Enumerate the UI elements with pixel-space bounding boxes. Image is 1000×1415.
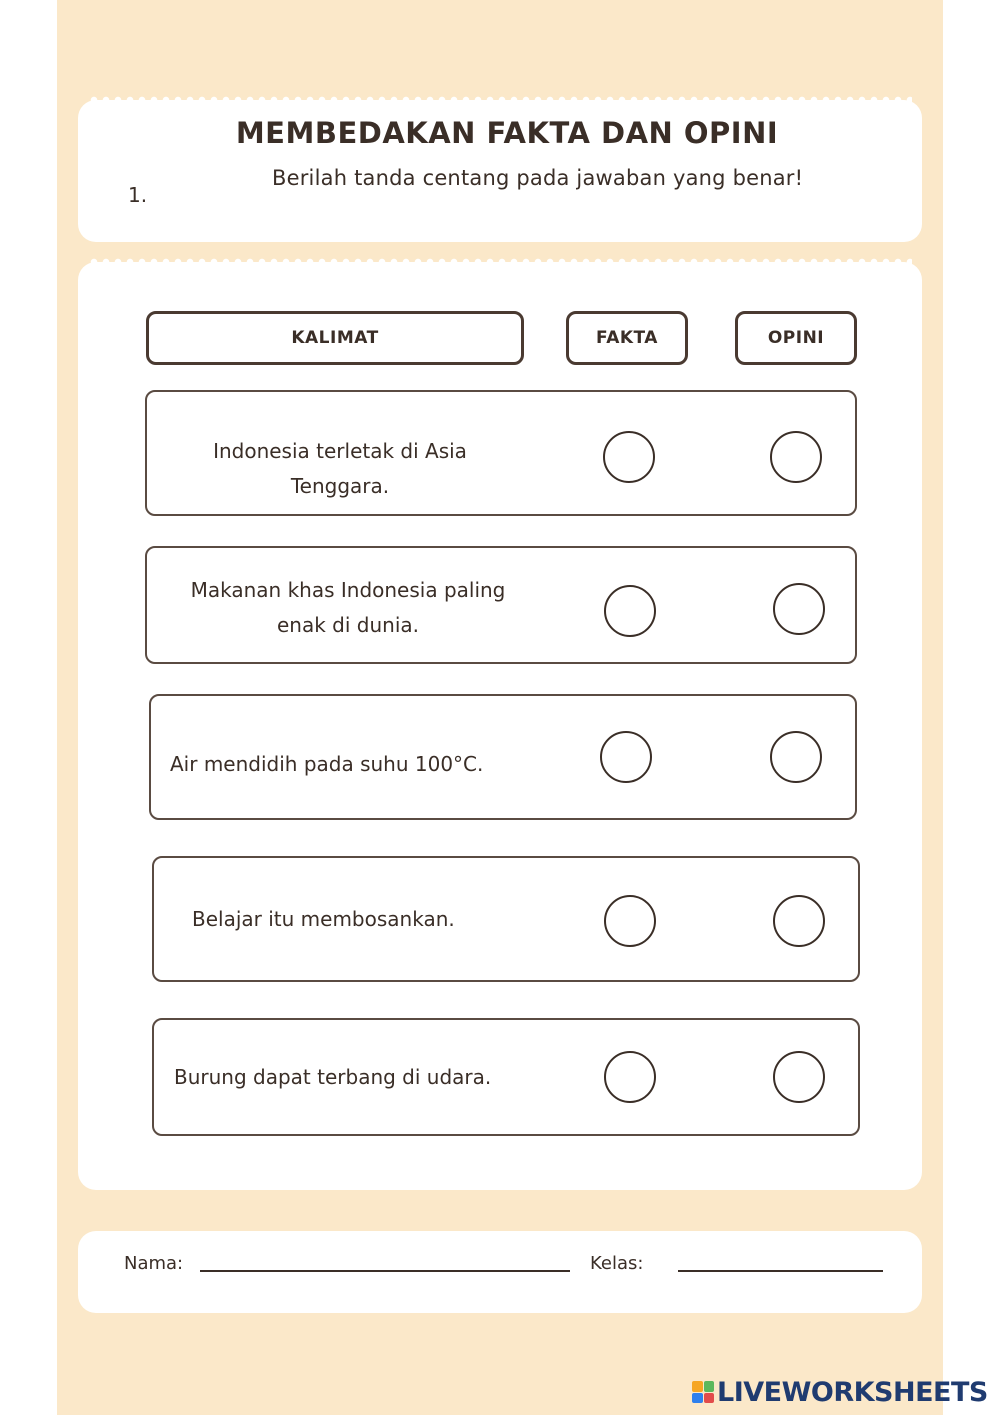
footer-card — [78, 1231, 922, 1313]
opinion-radio[interactable] — [773, 583, 825, 635]
worksheet-title: MEMBEDAKAN FAKTA DAN OPINI — [235, 116, 779, 150]
fact-radio[interactable] — [604, 895, 656, 947]
fact-radio[interactable] — [604, 585, 656, 637]
name-input-line[interactable] — [200, 1270, 570, 1272]
instruction-text: Berilah tanda centang pada jawaban yang benar! — [272, 166, 804, 190]
liveworksheets-logo-icon — [692, 1381, 714, 1403]
class-input-line[interactable] — [678, 1270, 883, 1272]
question-number: 1. — [128, 183, 148, 207]
fact-radio[interactable] — [603, 431, 655, 483]
header-fact: FAKTA — [566, 311, 688, 365]
statement-text: Belajar itu membosankan. — [192, 907, 455, 931]
fact-radio[interactable] — [604, 1051, 656, 1103]
name-label: Nama: — [124, 1253, 184, 1274]
fact-radio[interactable] — [600, 731, 652, 783]
opinion-radio[interactable] — [773, 1051, 825, 1103]
opinion-radio[interactable] — [770, 731, 822, 783]
header-sentence: KALIMAT — [146, 311, 524, 365]
liveworksheets-logo[interactable] — [692, 1377, 988, 1407]
header-opinion: OPINI — [735, 311, 857, 365]
statement-line: enak di dunia. — [276, 613, 419, 637]
class-label: Kelas: — [590, 1253, 644, 1274]
logo-text: LIVEWORKSHEETS — [717, 1376, 988, 1408]
statement-text — [180, 434, 500, 504]
statement-line: Makanan khas Indonesia paling — [190, 578, 506, 602]
opinion-radio[interactable] — [770, 431, 822, 483]
opinion-radio[interactable] — [773, 895, 825, 947]
statement-text: Burung dapat terbang di udara. — [174, 1065, 492, 1089]
statement-line: Indonesia terletak di Asia — [213, 439, 467, 463]
statement-text: Air mendidih pada suhu 100°C. — [170, 752, 484, 776]
statement-text — [168, 573, 528, 643]
statement-line: Tenggara. — [290, 474, 390, 498]
